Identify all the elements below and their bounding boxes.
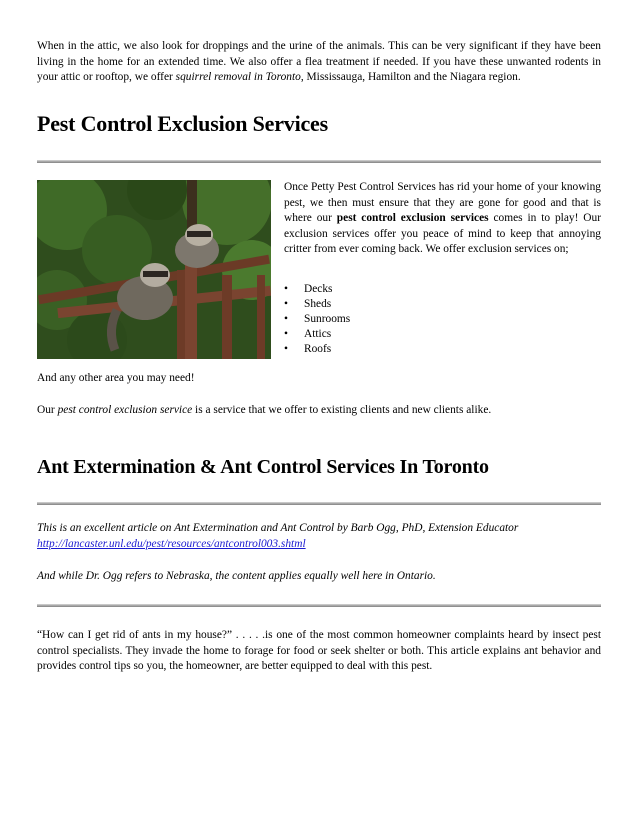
service-text: Our: [37, 404, 58, 416]
service-paragraph: [37, 403, 601, 419]
list-item: • Decks: [284, 282, 601, 297]
intro-paragraph: [37, 39, 601, 86]
exclusion-list: [284, 282, 601, 357]
ants-quote-paragraph: “How can I get rid of ants in my house?” . . . . .is one of the most common homeowner complaints heard by insect pest control specialists. They invade the home to forage for food or seek shelter or both. This article explains ant behavior and provides control tips so you, the homeowner, are better equipped to deal with this pest.: [37, 629, 601, 673]
list-item: • Roofs: [284, 342, 601, 357]
intro-text-end: , Mississauga, Hamilton and the Niagara region.: [300, 71, 521, 84]
article-link-line: [37, 537, 601, 553]
quote-divider: [37, 604, 601, 607]
service-emphasis: pest control exclusion service: [57, 404, 193, 416]
exclusion-bold: pest control exclusion services: [336, 212, 489, 225]
exclusion-divider: [37, 160, 601, 163]
list-item: • Attics: [284, 327, 601, 342]
closing-line: And any other area you may need!: [37, 372, 195, 384]
ants-divider: [37, 502, 601, 505]
intro-emphasis: squirrel removal in Toronto: [175, 71, 301, 84]
list-item: • Sheds: [284, 297, 601, 312]
raccoon-photo: [37, 180, 271, 359]
service-text-end: is a service that we offer to existing clients and new clients alike.: [192, 404, 492, 416]
exclusion-heading: Pest Control Exclusion Services: [37, 111, 328, 136]
exclusion-text: Once Petty Pest Control Services has rid your home of your knowing pest, we then must ensure that they are gone for good and that is where our: [284, 181, 601, 225]
intro-text: When in the attic, we also look for droppings and the urine of the animals. This can be very significant if they have been living in the home for an extended time. We also offer a flea treatment if needed. If you have these unwanted rodents in your attic or rooftop, we offer: [37, 40, 601, 84]
ants-heading: Ant Extermination & Ant Control Services In Toronto: [37, 456, 489, 478]
ontario-note: And while Dr. Ogg refers to Nebraska, the content applies equally well here in Ontario.: [37, 570, 436, 582]
article-link[interactable]: http://lancaster.unl.edu/pest/resources/antcontrol003.shtml: [37, 538, 306, 550]
exclusion-paragraph: [284, 180, 601, 258]
list-item: • Sunrooms: [284, 312, 601, 327]
article-line: This is an excellent article on Ant Extermination and Ant Control by Barb Ogg, PhD, Extension Educator: [37, 522, 519, 534]
exclusion-text-end: comes in to play! Our exclusion services offer you peace of mind to keep that annoying critter from ever coming back. We offer exclusion services on;: [284, 212, 601, 256]
